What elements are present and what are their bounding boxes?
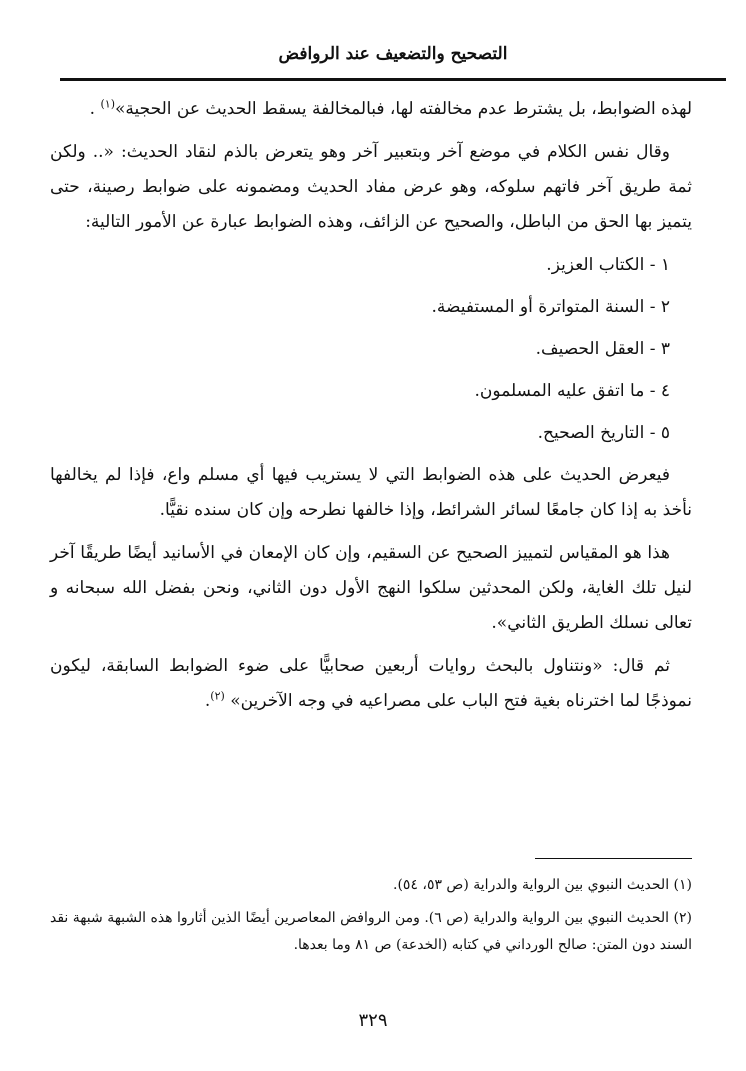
main-text [50,92,692,727]
list-item: ٤ - ما اتفق عليه المسلمون. [474,381,670,401]
paragraph-5: ثم قال: «ونتناول بالبحث روايات أربعين صحابيًّا على ضوء الضوابط السابقة، ليكون نموذجًا لما اخترناه بغية فتح الباب على مصراعيه في وجه الآخرين» $^{(٢)}$. [50,656,692,711]
footnote-ref-2: (٢) [210,689,225,703]
page-number: ٣٢٩ [358,1010,388,1031]
paragraph-1-text: لهذه الضوابط، بل يشترط عدم مخالفته لها، فبالمخالفة يسقط الحديث عن الحجية» [114,99,692,119]
footnote-separator [535,858,692,859]
paragraph-1: لهذه الضوابط، بل يشترط عدم مخالفته لها، فبالمخالفة يسقط الحديث عن الحجية»$^{(١)}$ . [89,97,692,119]
list-item: ٥ - التاريخ الصحيح. [537,423,670,443]
running-head: التصحيح والتضعيف عند الروافض [278,44,508,64]
paragraph-5-text: ثم قال: «ونتناول بالبحث روايات أربعين صحابيًّا على ضوء الضوابط السابقة، ليكون نموذجًا لما اخترناه بغية فتح الباب على مصراعيه في وجه الآخرين» [50,656,692,711]
paragraph-2: وقال نفس الكلام في موضع آخر وبتعبير آخر وهو يتعرض بالذم لنقاد الحديث: «.. ولكن ثمة طريق آخر فاتهم سلوكه، وهو عرض مفاد الحديث ومضمونه على ضوابط رصينة، حتى يتميز بها الحق من الباطل، والصحيح عن الزائف، وهذه الضوابط عبارة عن الأمور التالية: [50,142,692,232]
list-item: ٣ - العقل الحصيف. [535,339,670,359]
footnotes [50,872,692,965]
list-item: ١ - الكتاب العزيز. [546,255,670,275]
list-item: ٢ - السنة المتواترة أو المستفيضة. [431,297,670,317]
paragraph-4: هذا هو المقياس لتمييز الصحيح عن السقيم، وإن كان الإمعان في الأسانيد أيضًا طريقًا آخر لنيل تلك الغاية، ولكن المحدثين سلكوا النهج الأول دون الثاني، ونحن بفضل الله سبحانه و تعالى نسلك الطريق الثاني». [50,543,692,633]
footnote-ref-1: (١) [100,97,115,111]
paragraph-3: فيعرض الحديث على هذه الضوابط التي لا يستريب فيها أي مسلم واع، فإذا لم يخالفها نأخذ به إذا كان جامعًا لسائر الشرائط، وإذا خالفها نطرحه وإن كان سنده نقيًّا. [50,465,692,520]
header-rule [60,78,726,81]
footnote-1: (١) الحديث النبوي بين الرواية والدراية (ص ٥٣، ٥٤). [393,877,692,893]
footnote-2: (٢) الحديث النبوي بين الرواية والدراية (ص ٦). ومن الروافض المعاصرين أيضًا الذين أثاروا هذه الشبهة شبهة نقد السند دون المتن: صالح الورداني في كتابه (الخدعة) ص ٨١ وما بعدها. [50,910,692,953]
